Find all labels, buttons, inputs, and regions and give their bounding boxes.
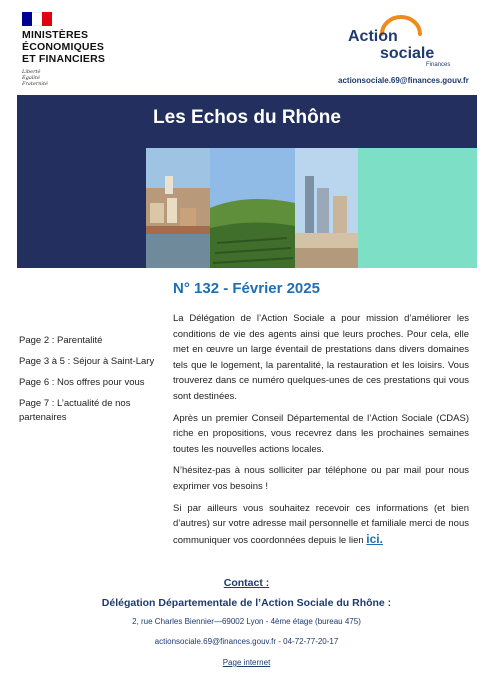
ministry-line-3: ET FINANCIERS [22,53,106,65]
lyon-hill-photo [146,148,210,268]
photo-strip [17,148,477,268]
ministry-line-2: ÉCONOMIQUES [22,41,105,53]
toc-item: Page 3 à 5 : Séjour à Saint-Lary [19,356,155,367]
paragraph: N’hésitez-pas à nous solliciter par téléphone ou par mail pour nous exprimer vos besoins ! [173,465,469,492]
vineyard-photo [210,148,295,268]
teal-block [358,148,477,268]
newsletter-title: Les Echos du Rhône [153,107,341,128]
toc-item: Page 7 : L’actualité de nos partenaires [19,398,131,423]
brand-finances: Finances [426,62,451,68]
contact-address: 2, rue Charles Biennier—69002 Lyon - 4ème étage (bureau 475) [132,617,361,626]
toc-item: Page 2 : Parentalité [19,335,103,346]
header-email[interactable]: actionsociale.69@finances.gouv.fr [338,76,469,85]
title-banner [17,95,477,148]
editorial-text [173,311,469,554]
brand-sociale: sociale [380,45,435,62]
web-page-link[interactable]: Page internet [222,658,271,667]
devise: Liberté Égalité Fraternité [22,69,48,87]
action-sociale-logo [346,14,456,68]
navy-block [17,148,146,268]
paragraph: La Délégation de l’Action Sociale a pour mission d’améliorer les conditions de vie des agents ainsi que leurs proches. Pour cela, elle met en œuvre un large éventail de prestations dans divers domaines tels que le logement, la parentalité, la restauration et les loisirs. Vous trouverez dans ce numéro quelques-unes de ces prestations qui vous sont destinées. [173,313,469,402]
paragraph: Si par ailleurs vous souhaitez recevoir ces informations (et bien d’autres) sur votre adresse mail personnelle et familiale merci de nous communiquer vos coordonnées depuis le lien ici. [173,502,469,546]
city-skyline-photo [295,148,358,268]
toc-item: Page 6 : Nos offres pour vous [19,377,145,388]
table-of-contents [19,334,169,432]
contact-title: Contact : [223,577,270,589]
brand-action: Action [348,28,398,45]
ministry-line-1: MINISTÈRES [22,29,89,41]
issue-number: N° 132 - Février 2025 [173,280,320,297]
ministry-logo [22,12,142,87]
subscribe-link[interactable]: ici. [366,531,383,546]
contact-delegation: Délégation Départementale de l’Action Sociale du Rhône : [101,597,392,609]
contact-email-phone[interactable]: actionsociale.69@finances.gouv.fr - 04-72-77-20-17 [154,637,339,646]
french-flag-icon [22,12,52,26]
paragraph: Après un premier Conseil Départemental de l’Action Sociale (CDAS) riche en propositions, vous recevrez dans les prochaines semaines toutes les nouvelles actions locales. [173,412,469,455]
